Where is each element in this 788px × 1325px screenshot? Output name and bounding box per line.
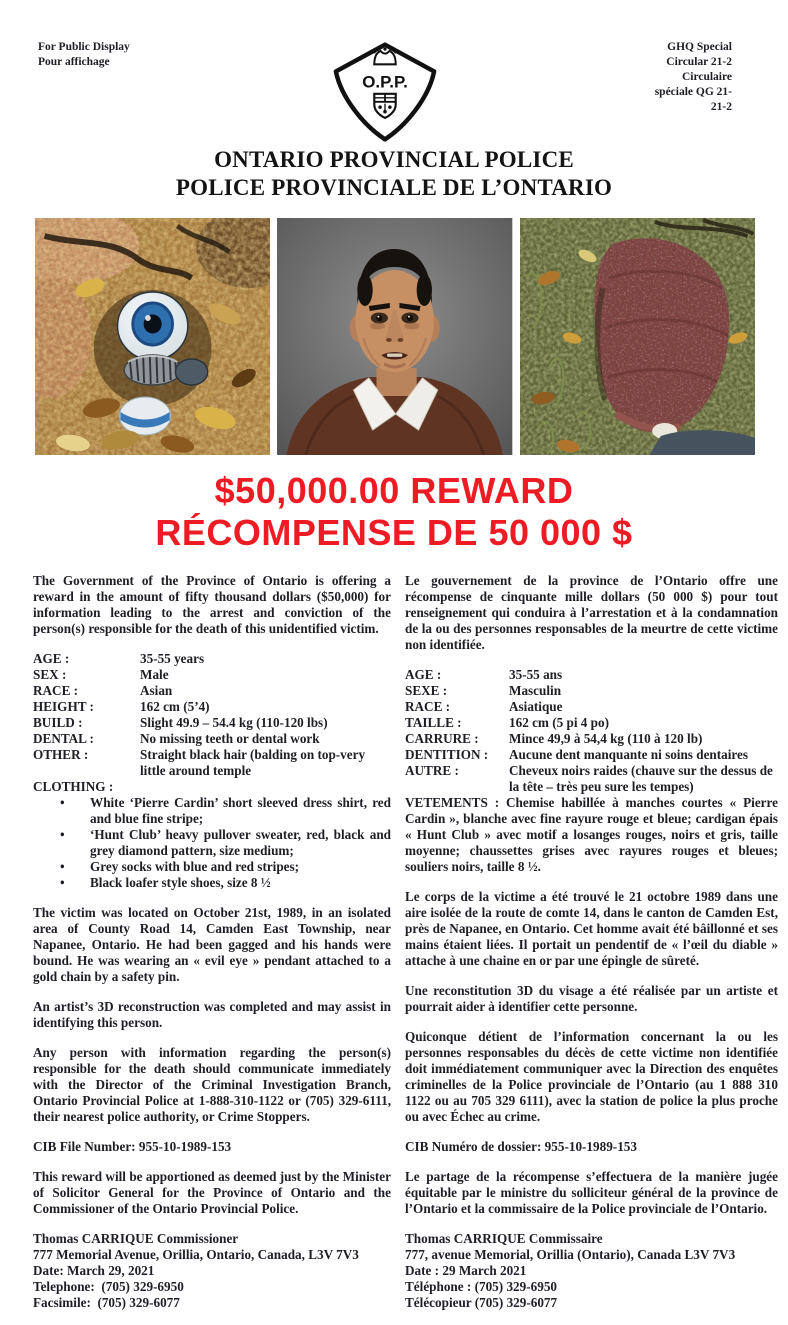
- attr-age: AGE : 35-55 years: [33, 651, 205, 667]
- circular-line: Circular 21-2: [666, 55, 732, 68]
- crime-scene-photo: [520, 218, 755, 455]
- en-attributes: [33, 651, 391, 779]
- facial-reconstruction-photo: [277, 218, 512, 455]
- attr-age-fr: AGE : 35-55 ans: [405, 667, 563, 683]
- attr-sexe-fr: SEXE : Masculin: [405, 683, 562, 699]
- telecopieur-fr: Télécopieur (705) 329-6077: [405, 1295, 558, 1311]
- title-french: POLICE PROVINCIALE DE L’ONTARIO: [175, 174, 613, 200]
- attr-carrure-fr: CARRURE : Mince 49,9 à 54,4 kg (110 à 120 lb): [405, 731, 703, 747]
- facsimile: Facsimile: (705) 329-6077: [33, 1295, 180, 1311]
- attr-dentition-fr: DENTITION : Aucune dent manquante ni soins dentaires: [405, 747, 749, 763]
- attr-autre-fr: AUTRE : Cheveux noirs raides (chauve sur the dessus de la tête – très peu sure les tempes): [405, 763, 773, 795]
- attr-build: BUILD : Slight 49.9 – 54.4 kg (110-120 lbs): [33, 715, 328, 731]
- badge-text: O.P.P.: [362, 72, 408, 92]
- fr-apportionment: Le partage de la récompense s’effectuera de la manière jugée équitable par le ministre du solliciteur général de la province de l’Ontario et la commissaire de la Police provinciale de l’Ontario.: [405, 1169, 778, 1217]
- attr-race-fr: RACE : Asiatique: [405, 699, 563, 715]
- pendant-photo: [35, 218, 270, 455]
- en-cib-file-number: CIB File Number: 955-10-1989-153: [33, 1139, 232, 1155]
- opp-crest-icon: [322, 42, 448, 142]
- clothing-item: • Black loafer style shoes, size 8 ½: [33, 875, 391, 891]
- telephone: Telephone: (705) 329-6950: [33, 1279, 184, 1295]
- reward-heading: [0, 470, 788, 554]
- poster-body: [33, 573, 778, 1311]
- poster-header: [0, 40, 788, 142]
- display-notice: [38, 40, 248, 70]
- address: 777 Memorial Avenue, Orillia, Ontario, Canada, L3V 7V3: [33, 1247, 359, 1263]
- attr-height: HEIGHT : 162 cm (5’4): [33, 699, 210, 715]
- attr-other: OTHER : Straight black hair (balding on top-very little around temple: [33, 747, 366, 779]
- reward-english: $50,000.00 REWARD: [214, 470, 574, 512]
- clothing-item: • White ‘Pierre Cardin’ short sleeved dress shirt, red and blue fine stripe;: [33, 795, 391, 827]
- clothing-item: • Grey socks with blue and red stripes;: [33, 859, 391, 875]
- evidence-photos: [35, 218, 755, 455]
- date: Date: March 29, 2021: [33, 1263, 155, 1279]
- fr-reconstruction: Une reconstitution 3D du visage a été réalisée par un artiste et pourrait aider à identifier cette personne.: [405, 983, 778, 1015]
- attr-dental: DENTAL : No missing teeth or dental work: [33, 731, 320, 747]
- fr-intro: Le gouvernement de la province de l’Ontario offre une récompense de cinquante mille dollars (50 000 $) pour tout renseignement qui conduira à l’arrestation et à la condamnation de la ou des personnes responsables de la meurtre de cette victime non identifiée.: [405, 573, 778, 653]
- en-reconstruction: An artist’s 3D reconstruction was completed and may assist in identifying this person.: [33, 999, 391, 1031]
- opp-badge: [248, 42, 522, 142]
- en-signature-block: [33, 1231, 391, 1311]
- circular-reference: [522, 40, 732, 115]
- reward-french: RÉCOMPENSE DE 50 000 $: [155, 512, 633, 554]
- circular-line: spéciale QG 21-: [654, 85, 732, 98]
- display-notice-fr: Pour affichage: [38, 55, 110, 68]
- fr-signature-block: [405, 1231, 778, 1311]
- attr-race: RACE : Asian: [33, 683, 173, 699]
- en-intro: The Government of the Province of Ontario is offering a reward in the amount of fifty thousand dollars ($50,000) for information leading to the arrest and conviction of the person(s) responsible for the death of this unidentified victim.: [33, 573, 391, 637]
- fr-vetements: VETEMENTS : Chemise habillée à manches courtes « Pierre Cardin », blanche avec fine rayure rouge et bleue; cardigan épais « Hunt Club » avec motif a losanges rouges, noirs et gris, taille moyenne; chaussettes grises avec rayures rouges et bleues; souliers noirs, taille 8 ½.: [405, 795, 778, 875]
- fr-cib-file-number: CIB Numéro de dossier: 955-10-1989-153: [405, 1139, 637, 1155]
- circular-line: Circulaire: [681, 70, 732, 83]
- clothing-item: • ‘Hunt Club’ heavy pullover sweater, red, black and grey diamond pattern, size medium;: [33, 827, 391, 859]
- title-english: ONTARIO PROVINCIAL POLICE: [214, 147, 574, 172]
- attr-sex: SEX : Male: [33, 667, 169, 683]
- commissaire-name: Thomas CARRIQUE Commissaire: [405, 1231, 603, 1247]
- english-column: [33, 573, 391, 1311]
- en-contact: Any person with information regarding the person(s) responsible for the death should communicate immediately with the Director of the Criminal Investigation Branch, Ontario Provincial Police at 1-888-310-1122 or (705) 329-6111, their nearest police authority, or Crime Stoppers.: [33, 1045, 391, 1125]
- page-title: [0, 146, 788, 201]
- fr-located: Le corps de la victime a été trouvé le 21 octobre 1989 dans une aire isolée de la route de comte 14, dans le canton de Camden Est, près de Napanee, en Ontario. Cet homme avait été bâillonné et ses mains étaient liées. Il portait un pendentif de « l’œil du diable » attache à une chaine en or par une épingle de sûreté.: [405, 889, 778, 969]
- commissioner-name: Thomas CARRIQUE Commissioner: [33, 1231, 239, 1247]
- address-fr: 777, avenue Memorial, Orillia (Ontario), Canada L3V 7V3: [405, 1247, 736, 1263]
- circular-line: 21-2: [710, 100, 732, 113]
- telephone-fr: Téléphone : (705) 329-6950: [405, 1279, 558, 1295]
- fr-attributes: [405, 667, 778, 795]
- attr-taille-fr: TAILLE : 162 cm (5 pi 4 po): [405, 715, 610, 731]
- french-column: [405, 573, 778, 1311]
- circular-line: GHQ Special: [667, 41, 732, 53]
- fr-contact: Quiconque détient de l’information concernant la ou les personnes responsables du décès de cette victime non identifiée doit immédiatement communiquer avec la Direction des enquêtes criminelles de la Police provinciale de l’Ontario (au 1 888 310 1122 ou au 705 329 6111), avec la station de police la plus proche ou avec Échec au crime.: [405, 1029, 778, 1125]
- en-apportionment: This reward will be apportioned as deemed just by the Minister of Solicitor General for the Province of Ontario and the Commissioner of the Ontario Provincial Police.: [33, 1169, 391, 1217]
- date-fr: Date : 29 March 2021: [405, 1263, 527, 1279]
- display-notice-en: For Public Display: [38, 41, 130, 53]
- en-located: The victim was located on October 21st, 1989, in an isolated area of County Road 14, Camden East Township, near Napanee, Ontario. He had been gagged and his hands were bound. He was wearing an « evil eye » pendant attached to a gold chain by a safety pin.: [33, 905, 391, 985]
- clothing-list: [33, 795, 391, 891]
- clothing-heading: CLOTHING :: [33, 779, 114, 795]
